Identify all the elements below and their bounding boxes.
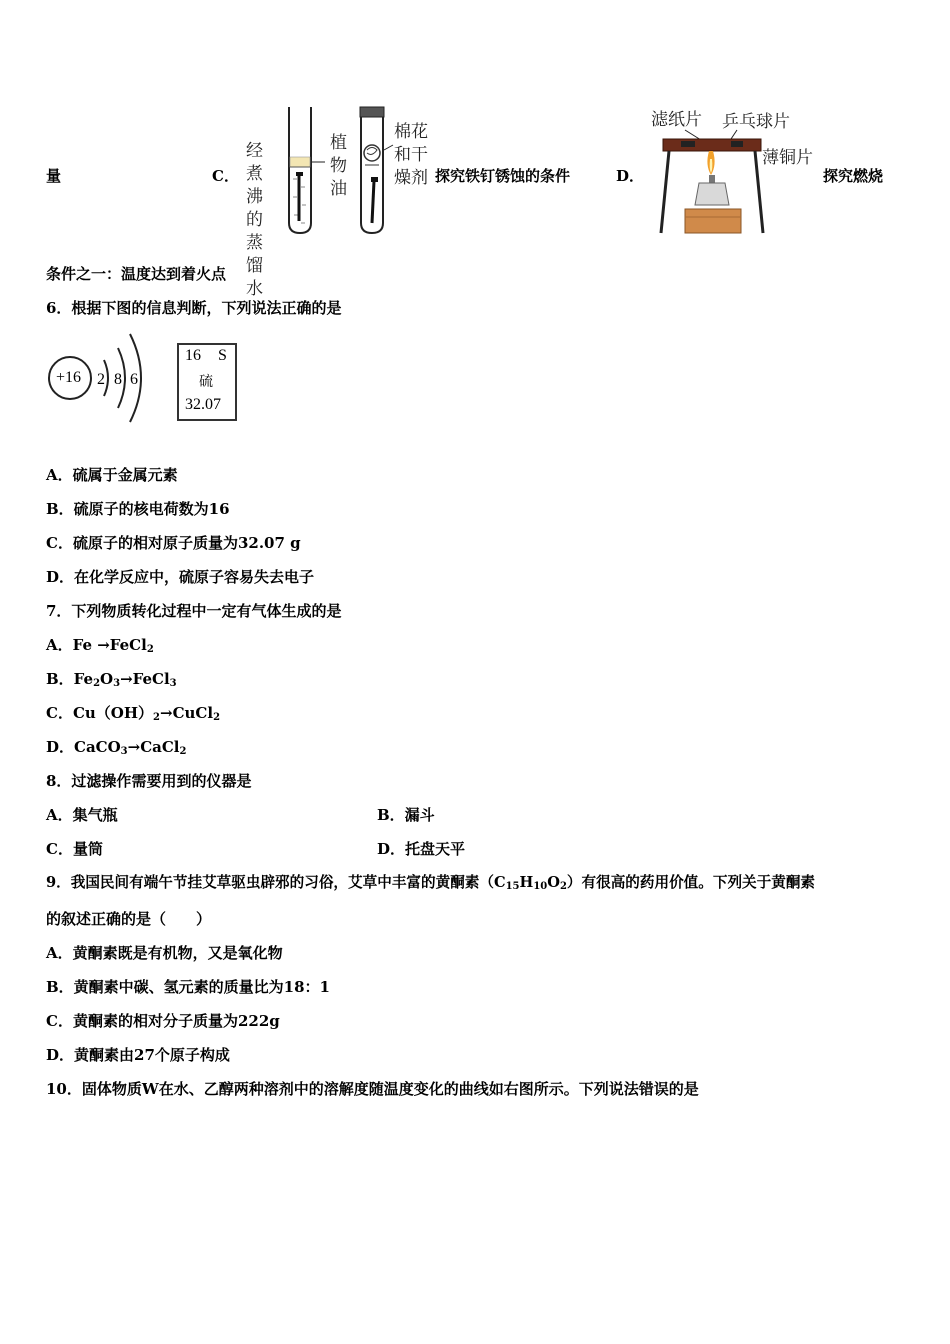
q6-option-b: B．硫原子的核电荷数为16	[46, 500, 230, 518]
q8-option-a: A．集气瓶	[46, 806, 118, 824]
test-tube-2	[357, 105, 393, 237]
option-d-letter: D．	[616, 167, 645, 185]
option-d-text: 探究燃烧	[823, 167, 884, 185]
tube1-oil-label: 植 物 油	[330, 133, 347, 199]
pingpong-label: 乒乓球片	[722, 112, 790, 132]
q6-option-c: C．硫原子的相对原子质量为32.07 g	[46, 534, 301, 552]
tube2-label: 棉花 和干 燥剂	[394, 122, 428, 188]
q6-option-a: A．硫属于金属元素	[46, 466, 178, 484]
shell-3-count: 6	[130, 371, 138, 388]
element-symbol: S	[218, 347, 227, 364]
shell-1-count: 2	[97, 371, 105, 388]
q9-option-a: A．黄酮素既是有机物，又是氧化物	[46, 944, 283, 962]
q10-stem: 10．固体物质W在水、乙醇两种溶剂中的溶解度随温度变化的曲线如右图所示。下列说法错误的是	[46, 1080, 699, 1098]
nucleus-charge: +16	[56, 369, 82, 386]
q8-stem: 8．过滤操作需要用到的仪器是	[46, 772, 252, 790]
q8-option-d: D．托盘天平	[377, 840, 466, 858]
q6-stem: 6．根据下图的信息判断，下列说法正确的是	[46, 299, 342, 317]
copper-label: 薄铜片	[762, 148, 813, 168]
atomic-mass: 32.07	[185, 396, 221, 413]
q8-option-c: C．量筒	[46, 840, 103, 858]
q7-stem: 7．下列物质转化过程中一定有气体生成的是	[46, 602, 342, 620]
q7-option-d: D．CaCO$_3$→CaCl$_2$	[46, 738, 187, 757]
burner-tripod	[655, 125, 775, 237]
option-c-letter: C．	[212, 167, 239, 185]
element-name: 硫	[199, 374, 213, 390]
q6-option-d: D．在化学反应中，硫原子容易失去电子	[46, 568, 315, 586]
tube1-water-label: 经煮 沸的 蒸馏 水	[246, 141, 263, 299]
prev-question-tail: 量	[46, 167, 62, 185]
filter-paper-label: 滤纸片	[651, 110, 702, 130]
continuation-text: 条件之一：温度达到着火点	[46, 265, 227, 283]
q9-stem-line1: 9．我国民间有端午节挂艾草驱虫辟邪的习俗，艾草中丰富的黄酮素$(C_{15}H_{10}O_2)$有很高的药用价值。下列关于黄酮素	[46, 874, 816, 892]
q9-stem-line2: 的叙述正确的是（ ）	[46, 910, 212, 928]
q9-option-d: D．黄酮素由27个原子构成	[46, 1046, 230, 1064]
periodic-element-card	[177, 343, 237, 421]
atomic-number: 16	[185, 347, 201, 364]
q7-option-b: B．$Fe_2O_3\to FeCl_3$	[46, 670, 177, 689]
q9-option-b: B．黄酮素中碳、氢元素的质量比为18：1	[46, 978, 330, 996]
option-c-text: 探究铁钉锈蚀的条件	[435, 167, 571, 185]
q7-option-c: C．$Cu(OH)_2\to CuCl_2$	[46, 704, 221, 723]
q7-option-a: A．Fe →FeCl$_2$	[46, 636, 154, 655]
q9-option-c: C．黄酮素的相对分子质量为222g	[46, 1012, 280, 1030]
test-tube-1	[285, 105, 325, 237]
q8-option-b: B．漏斗	[377, 806, 435, 824]
shell-2-count: 8	[114, 371, 122, 388]
